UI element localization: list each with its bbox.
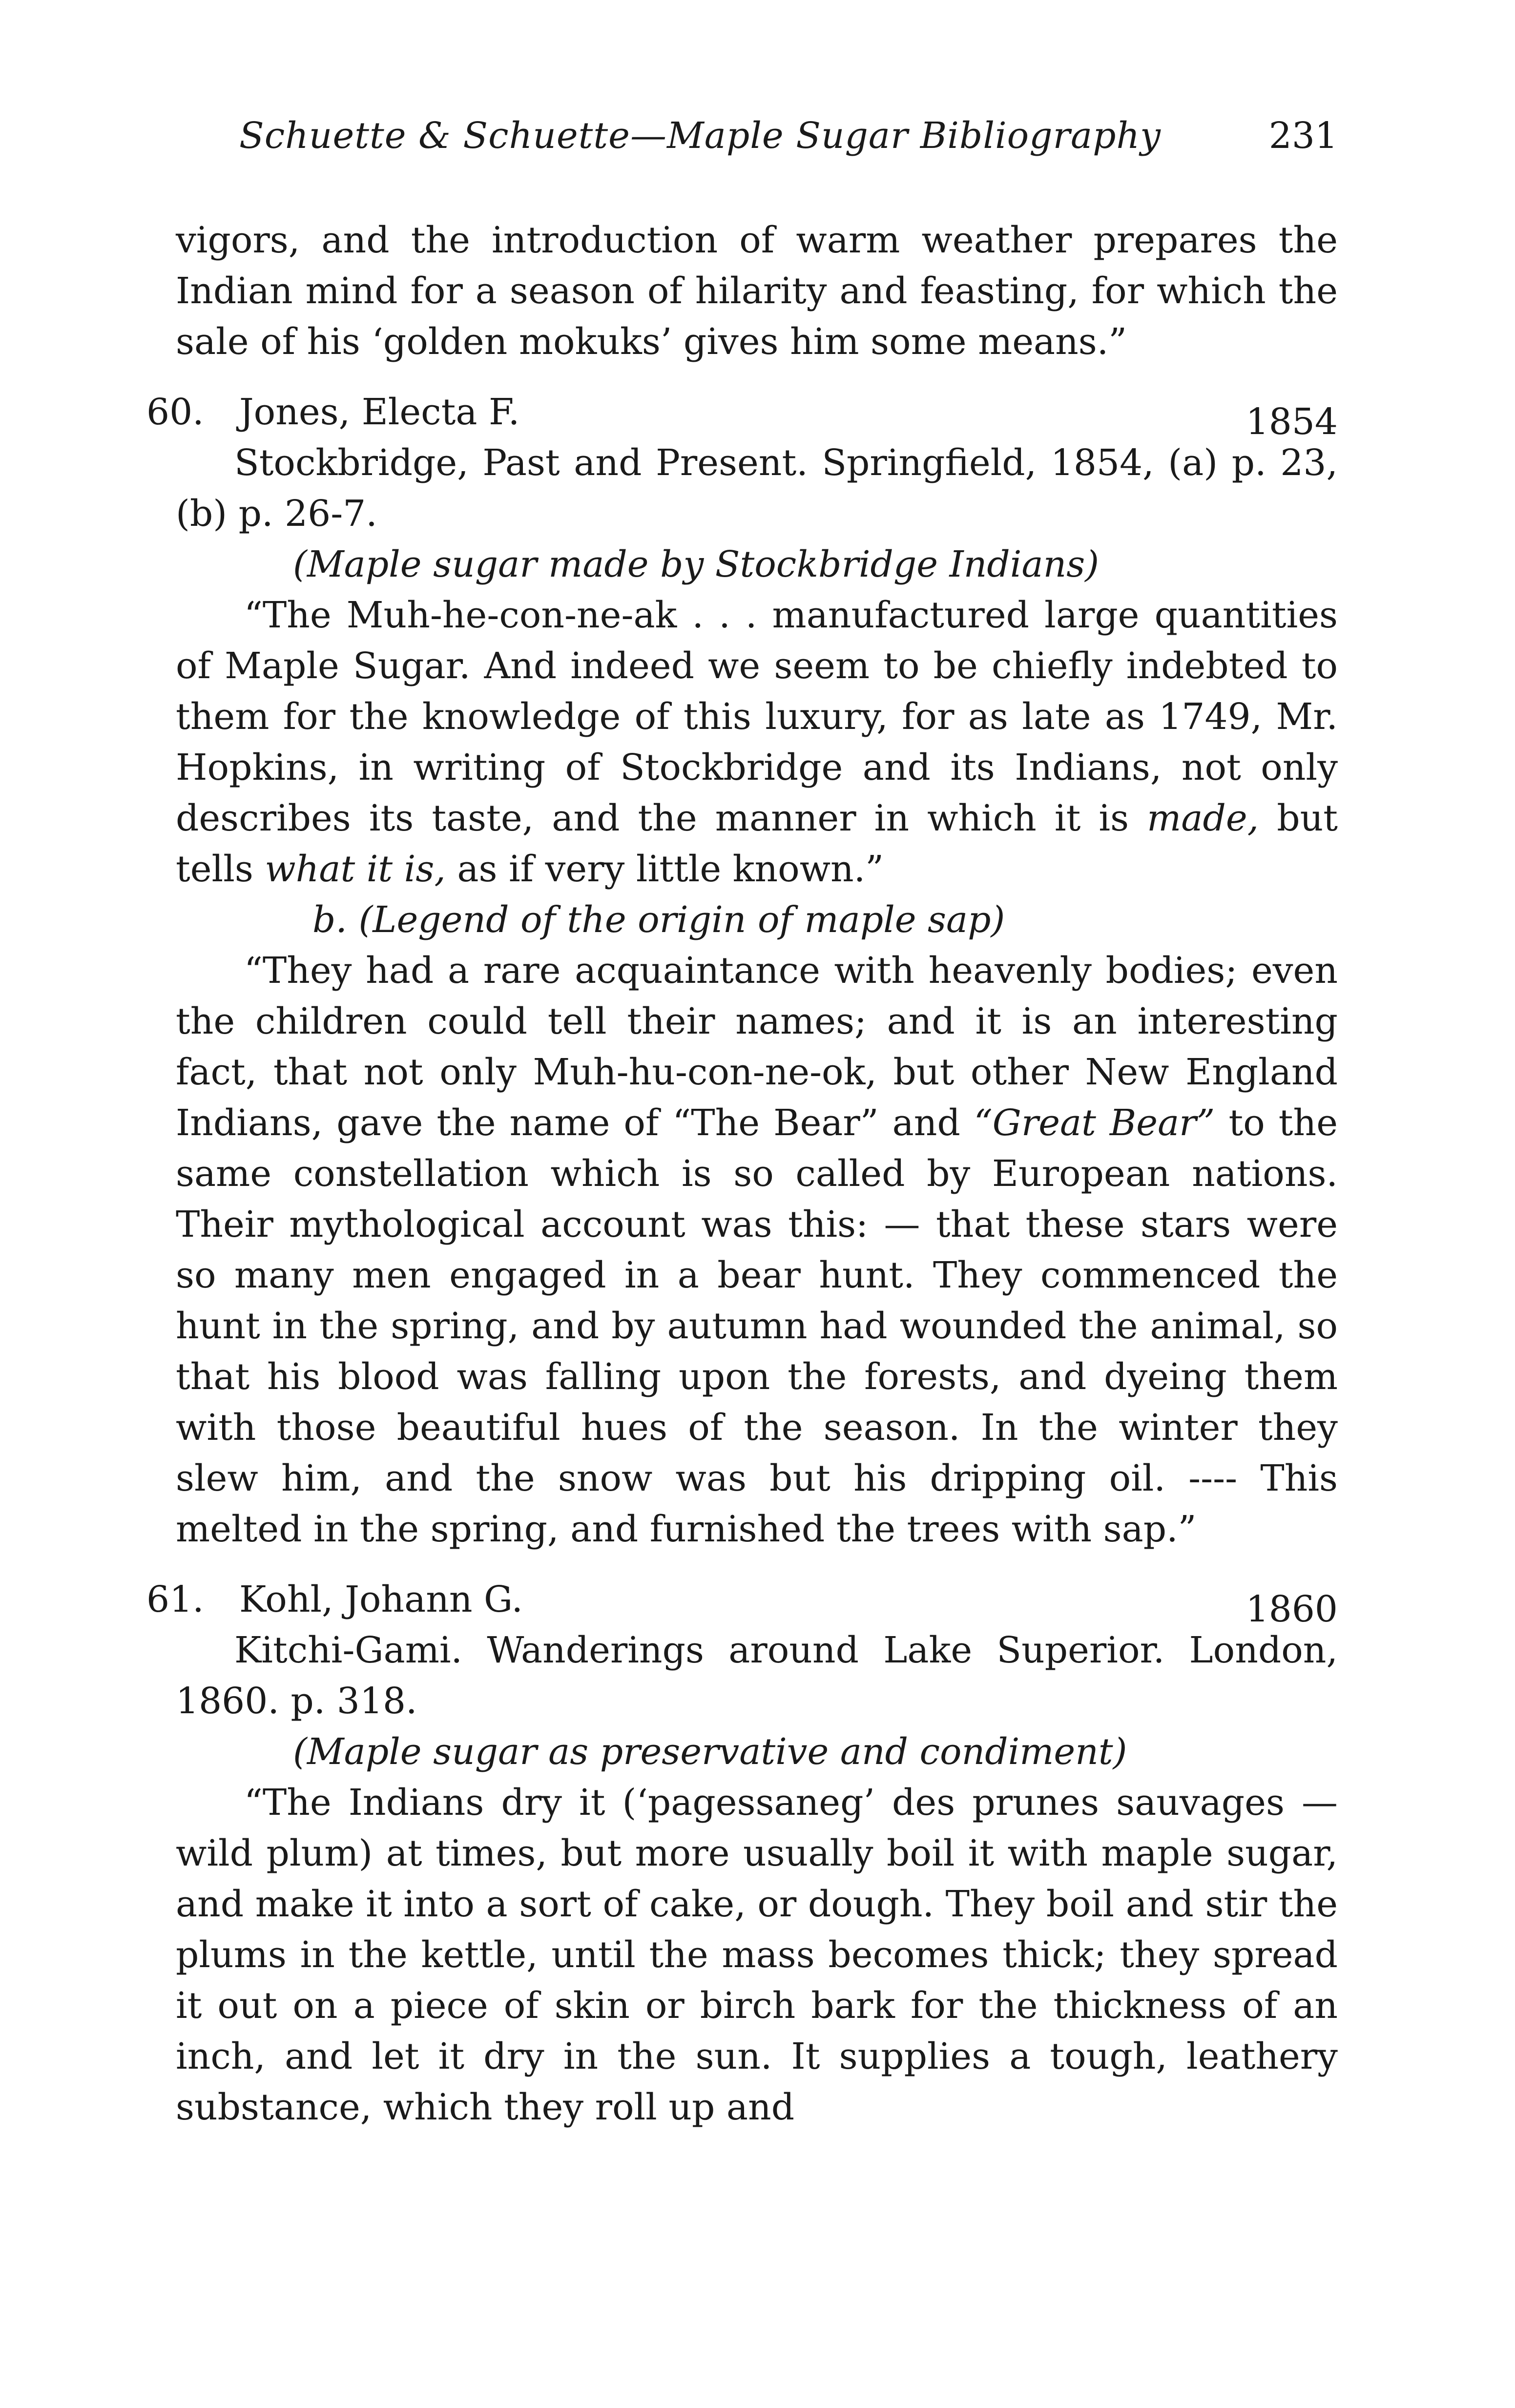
subject-b-label: b.	[312, 899, 347, 941]
entry-quote-b	[176, 945, 1338, 1555]
entry-heading	[146, 387, 1338, 443]
bibliography-entry-60	[146, 387, 1338, 1555]
running-header	[239, 115, 1338, 173]
quote-italic-great-bear: “Great Bear”	[974, 1102, 1215, 1144]
entry-citation: Stockbridge, Past and Present. Springfield, 1854, (a) p. 23, (b) p. 26-7.	[176, 442, 1338, 535]
quote-text: as if very little known.”	[445, 848, 884, 890]
quote-text: “The Muh-he-con-ne-ak . . . manufactured large quantities of Maple Sugar. And indeed we seem to be chiefly indebted to them for the knowledge of this luxury, for as late as 1749, Mr. Hopkins, in writing of Stockbridge and its Indians, not only describes its taste, and the manner in which it is	[176, 594, 1338, 839]
entry-subject-b	[166, 894, 1338, 945]
running-title: Schuette & Schuette—Maple Sugar Bibliography	[239, 115, 1161, 157]
entry-subject-a: (Maple sugar made by Stockbridge Indians)	[293, 543, 1100, 585]
page-number: 231	[1268, 115, 1338, 157]
quote-italic-what-it-is: what it is,	[265, 848, 446, 890]
entry-author: Kohl, Johann G.	[239, 1578, 523, 1620]
entry-subject: (Maple sugar as preservative and condiment)	[293, 1731, 1127, 1773]
quote-italic-made: made,	[1147, 797, 1259, 839]
page-body	[146, 215, 1338, 2133]
continuation-paragraph: vigors, and the introduction of warm weather prepares the Indian mind for a season of hilarity and feasting, for which the sale of his ‘golden mokuks’ gives him some means.”	[176, 219, 1338, 363]
subject-b-text: (Legend of the origin of maple sap)	[358, 899, 1005, 941]
entry-quote: “The Indians dry it (‘pagessaneg’ des prunes sauvages —wild plum) at times, but more usually boil it with maple sugar, and make it into a sort of cake, or dough. They boil and stir the plums in the kettle, until the mass becomes thick; they spread it out on a piece of skin or birch bark for the thickness of an inch, and let it dry in the sun. It supplies a tough, leathery substance, which they roll up and	[176, 1782, 1338, 2128]
entry-heading	[146, 1574, 1338, 1630]
entry-citation: Kitchi-Gami. Wanderings around Lake Superior. London, 1860. p. 318.	[176, 1629, 1338, 1722]
quote-text: “They had a rare acquaintance with heavenly bodies; even the children could tell their names; and it is an interesting fact, that not only Muh-hu-con-ne-ok, but other New England Indians, gave the name of “The Bear” and	[176, 950, 1338, 1144]
entry-number: 61.	[146, 1578, 204, 1620]
quote-text: but tells	[176, 797, 1338, 890]
book-page	[146, 0, 1338, 2408]
entry-author: Jones, Electa F.	[239, 391, 520, 433]
entry-year: 1860	[1245, 1588, 1338, 1630]
quote-text: to the same constellation which is so called by European nations. Their mythological account was this: — that these stars were so many men engaged in a bear hunt. They commenced the hunt in the spring, and by autumn had wounded the animal, so that his blood was falling upon the forests, and dyeing them with those beautiful hues of the season. In the winter they slew him, and the snow was but his dripping oil. ---- This melted in the spring, and furnished the trees with sap.”	[176, 1102, 1338, 1550]
entry-year: 1854	[1245, 401, 1338, 443]
entry-quote-a	[176, 590, 1338, 894]
entry-number: 60.	[146, 391, 204, 433]
bibliography-entry-61	[146, 1574, 1338, 2133]
